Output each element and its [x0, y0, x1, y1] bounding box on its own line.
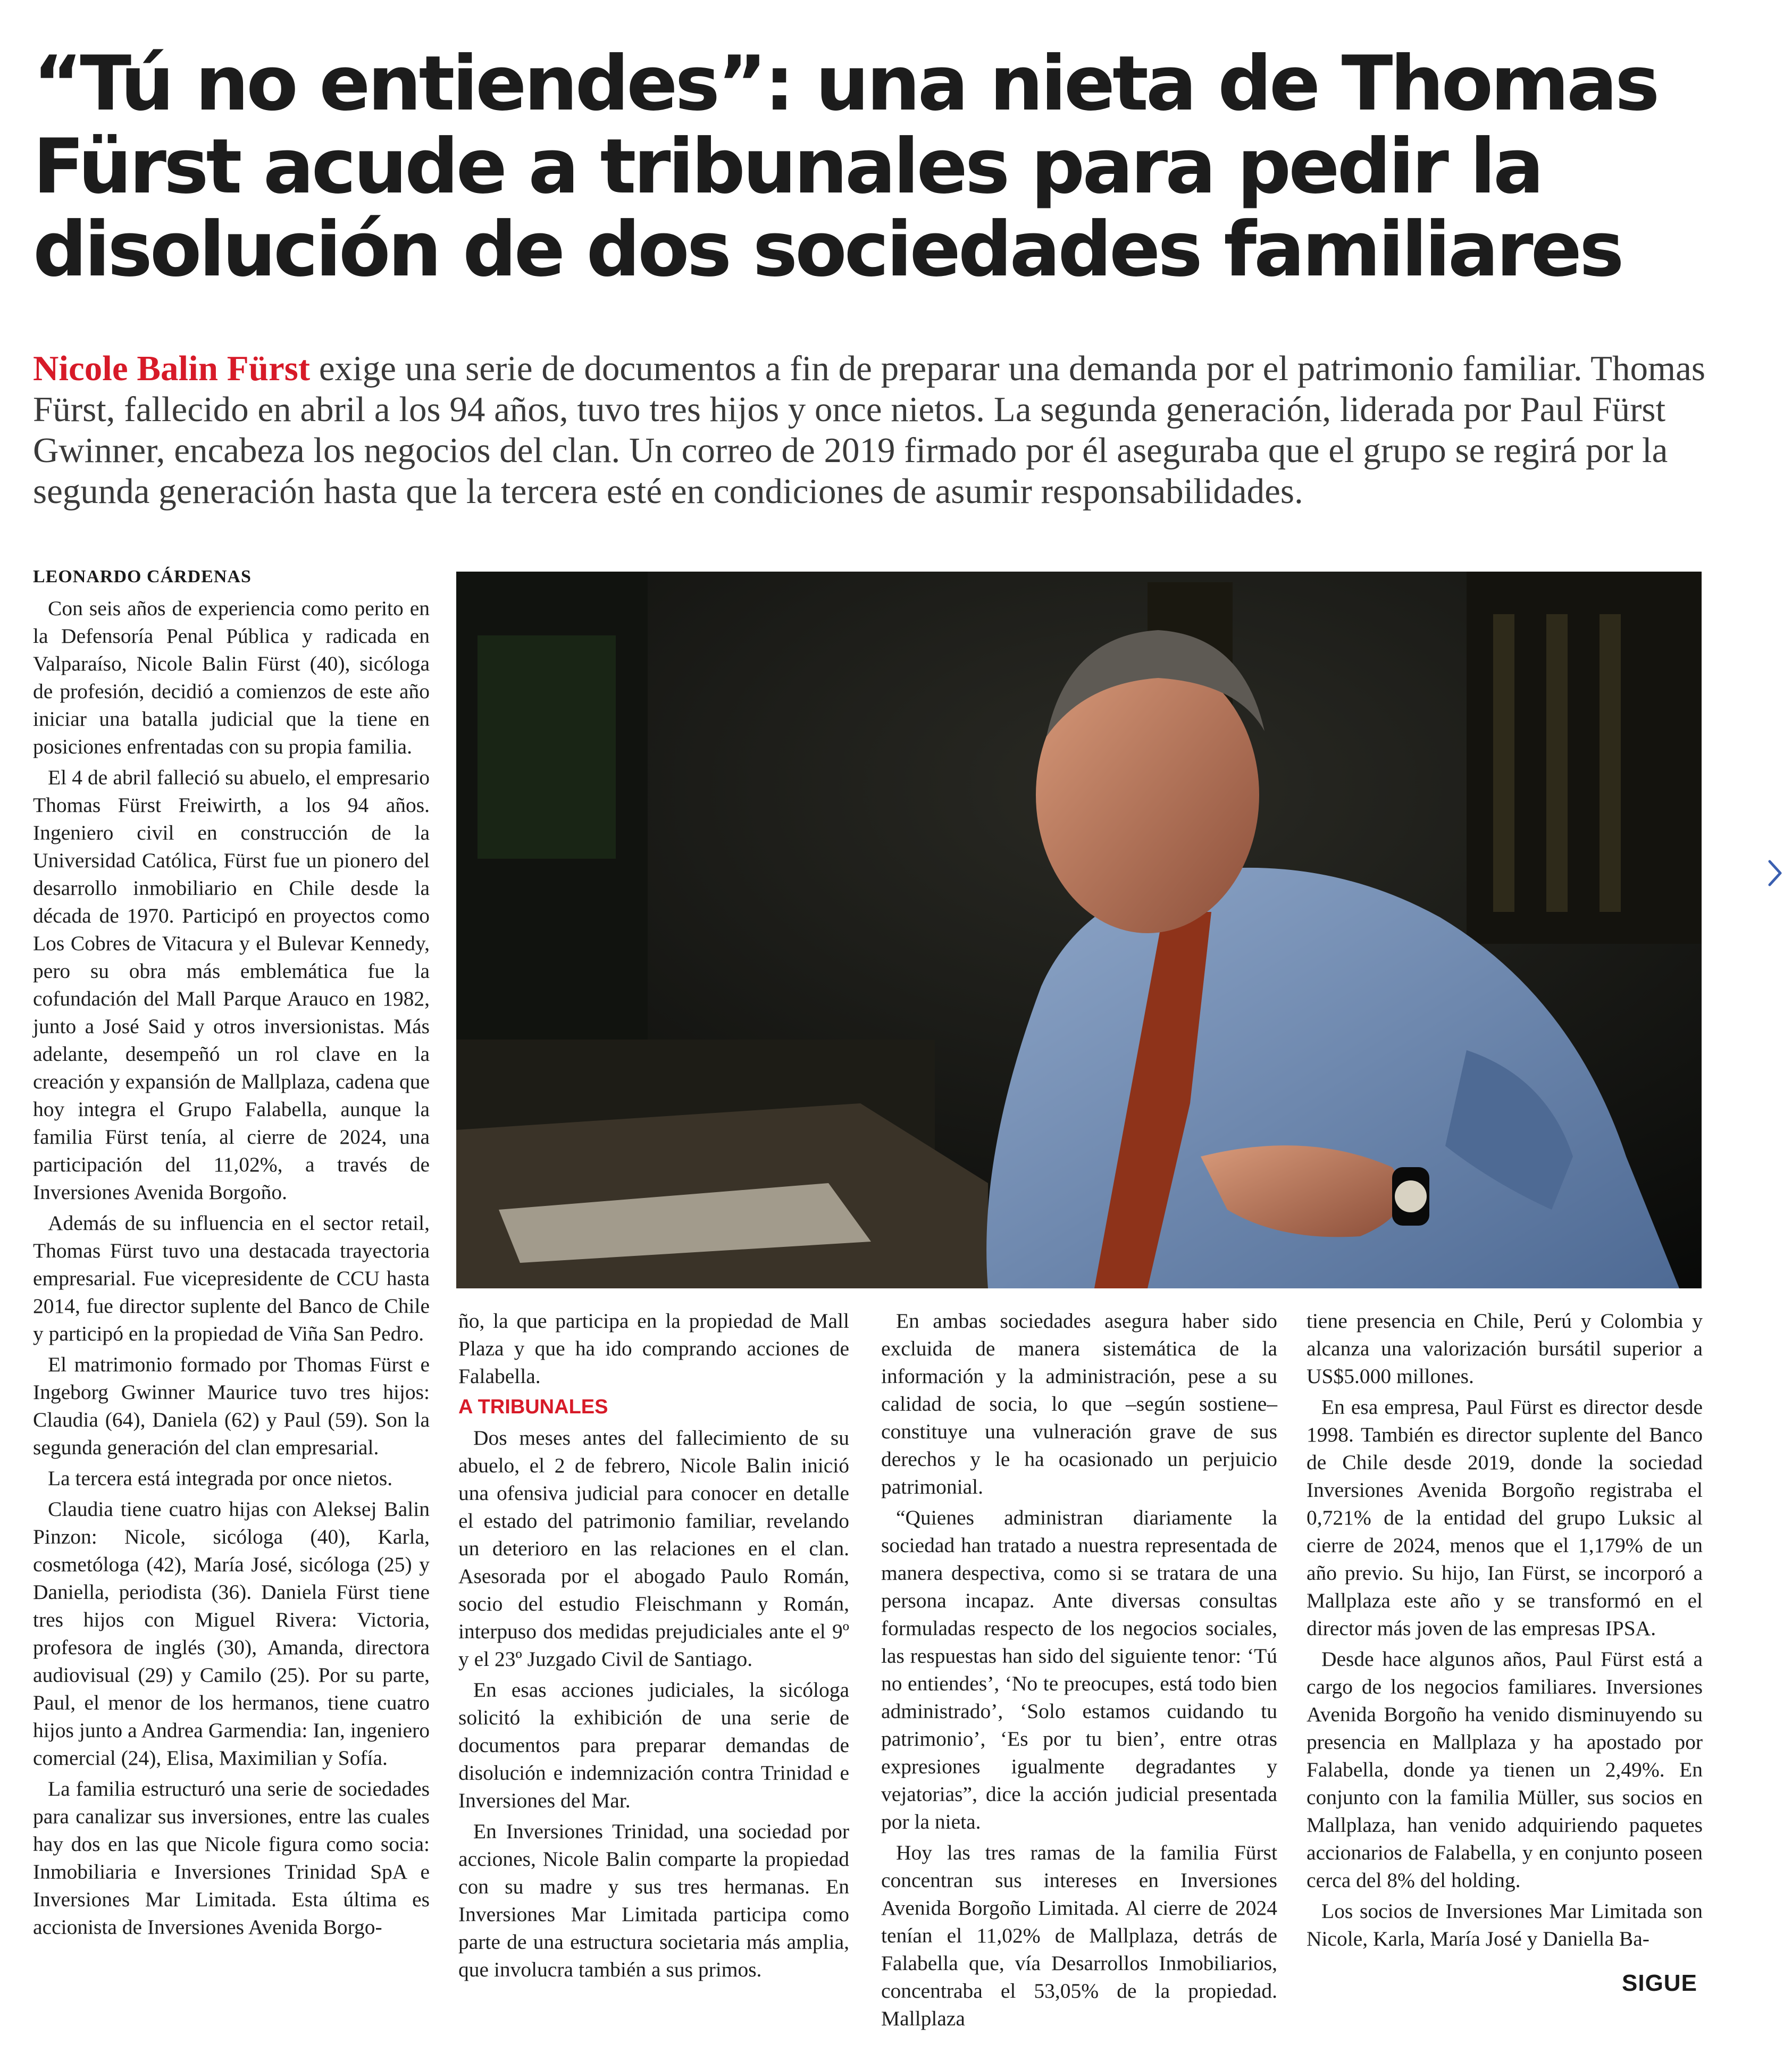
col2-paragraph-2: En esas acciones judiciales, la sicóloga solicitó la exhibición de una serie de documentos para preparar demandas de disolución e indemnización contra Trinidad e Inversiones del Mar.	[458, 1678, 849, 1812]
byline: LEONARDO CÁRDENAS	[33, 567, 252, 586]
col4-paragraph-2: Desde hace algunos años, Paul Fürst está a cargo de los negocios familiares. Inversiones Avenida Borgoño ha venido disminuyendo su presencia en Mallplaza y ha apostado por Falabella, donde ya tienen un 2,49%. En conjunto con la familia Müller, sus socios en Mallplaza, han venido adquiriendo paquetes accionarios de Falabella, y en conjunto poseen cerca del 8% del holding.	[1307, 1647, 1703, 1892]
headline: “Tú no entiendes”: una nieta de Thomas Fürst acude a tribunales para pedir la disolución de dos sociedades familiares	[33, 40, 1657, 294]
col2-paragraph-1: Dos meses antes del fallecimiento de su abuelo, el 2 de febrero, Nicole Balin inició una ofensiva judicial para conocer en detalle el estado del patrimonio familiar, revelando un deterioro en las relaciones en el clan. Asesorada por el abogado Paulo Román, socio del estudio Fleischmann y Román, interpuso dos medidas prejudiciales ante el 9º y el 23º Juzgado Civil de Santiago.	[458, 1426, 849, 1671]
col3-paragraph-2: “Quienes administran diariamente la sociedad han tratado a nuestra representada de manera despectiva, como si se tratara de una persona incapaz. Ante diversas consultas formuladas respecto de los negocios sociales, las respuestas han sido del siguiente tenor: ‘Tú no entiendes’, ‘No te preocupes, está todo bien administrado’, ‘Solo estamos cuidando tu patrimonio’, ‘Es por tu bien’, entre otras expresiones igualmente degradantes y vejatorias”, dice la acción judicial presentada por la nieta.	[881, 1506, 1277, 1833]
portrait-photo	[456, 572, 1702, 1288]
col4-intro: tiene presencia en Chile, Perú y Colombia y alcanza una valorización bursátil superior a US$5.000 millones.	[1307, 1309, 1703, 1388]
col1-paragraph-7: La familia estructuró una serie de sociedades para canalizar sus inversiones, entre las cuales hay dos en las que Nicole figura como socia: Inmobiliaria e Inversiones Trinidad SpA e Inversiones Mar Limitada. Esta última es accionista de Inversiones Avenida Borgo-	[33, 1777, 430, 1939]
col1-paragraph-4: El matrimonio formado por Thomas Fürst e Ingeborg Gwinner Maurice tuvo tres hijos: Claudia (64), Daniela (62) y Paul (59). Son la segunda generación del clan empresarial.	[33, 1353, 430, 1459]
column-4	[1307, 1307, 1703, 1956]
section-subtitle: A TRIBUNALES	[458, 1396, 608, 1418]
article-photo	[456, 572, 1702, 1288]
subhead-name: Nicole Balin Fürst	[33, 349, 311, 388]
col1-paragraph-6: Claudia tiene cuatro hijas con Aleksej Balin Pinzon: Nicole, sicóloga (40), Karla, cosmetóloga (42), María José, sicóloga (25) y Daniella, periodista (36). Daniela Fürst tiene tres hijos con Miguel Rivera: Victoria, profesora de inglés (30), Amanda, directora audiovisual (29) y Camilo (25). Por su parte, Paul, el menor de los hermanos, tiene cuatro hijos junto a Andrea Garmendia: Ian, ingeniero comercial (24), Elisa, Maximilian y Sofía.	[33, 1497, 430, 1770]
chevron-right-icon[interactable]	[1764, 857, 1786, 889]
subhead	[33, 348, 1724, 512]
column-3	[881, 1307, 1277, 2035]
col1-paragraph-5: La tercera está integrada por once nietos.	[48, 1467, 393, 1490]
col1-paragraph-1: Con seis años de experiencia como perito en la Defensoría Penal Pública y radicada en Valparaíso, Nicole Balin Fürst (40), sicóloga de profesión, decidió a comienzos de este año iniciar una batalla judicial que la tiene en posiciones enfrentadas con su propia familia.	[33, 597, 430, 758]
col1-paragraph-2: El 4 de abril falleció su abuelo, el empresario Thomas Fürst Freiwirth, a los 94 años. Ingeniero civil en construcción de la Universidad Católica, Fürst fue un pionero del desarrollo inmobiliario en Chile desde la década de 1970. Participó en proyectos como Los Cobres de Vitacura y el Bulevar Kennedy, pero su obra más emblemática fue la cofundación del Mall Parque Arauco en 1982, junto a José Said y otros inversionistas. Más adelante, desempeñó un rol clave en la creación y expansión de Mallplaza, cadena que hoy integra el Grupo Falabella, aunque la familia Fürst tenía, al cierre de 2024, una participación del 11,02%, a través de Inversiones Avenida Borgoño.	[33, 766, 430, 1204]
col1-paragraph-3: Además de su influencia en el sector retail, Thomas Fürst tuvo una destacada trayectoria empresarial. Fue vicepresidente de CCU hasta 2014, fue director suplente del Banco de Chile y participó en la propiedad de Viña San Pedro.	[33, 1211, 430, 1345]
col2-paragraph-3: En Inversiones Trinidad, una sociedad por acciones, Nicole Balin comparte la propiedad con su madre y sus tres hermanas. En Inversiones Mar Limitada participa como parte de una estructura societaria más amplia, que involucra también a sus primos.	[458, 1820, 849, 1981]
col3-paragraph-3: Hoy las tres ramas de la familia Fürst concentran sus intereses en Inversiones Avenida Borgoño Limitada. Al cierre de 2024 tenían el 11,02% de Mallplaza, detrás de Falabella que, vía Desarrollos Inmobiliarios, concentraba el 53,05% de la propiedad. Mallplaza	[881, 1841, 1277, 2030]
continued-label: SIGUE	[1622, 1970, 1697, 1996]
col3-paragraph-1: En ambas sociedades asegura haber sido excluida de manera sistemática de la información y la administración, pese a su calidad de socia, lo que –según sostiene– constituye una vulneración grave de sus derechos y le ha ocasionado un perjuicio patrimonial.	[881, 1309, 1277, 1498]
col4-paragraph-3: Los socios de Inversiones Mar Limitada son Nicole, Karla, María José y Daniella Ba-	[1307, 1899, 1703, 1950]
col4-paragraph-1: En esa empresa, Paul Fürst es director desde 1998. También es director suplente del Banco de Chile desde 2019, donde la sociedad Inversiones Avenida Borgoño registraba el 0,721% de la entidad del grupo Luksic al cierre de 2024, menos que el 1,179% de un año previo. Su hijo, Ian Fürst, se incorporó a Mallplaza este año y se transformó en el director más joven de las empresas IPSA.	[1307, 1395, 1703, 1640]
col2-intro: ño, la que participa en la propiedad de Mall Plaza y que ha ido comprando acciones de Falabella.	[458, 1309, 849, 1388]
subhead-text: exige una serie de documentos a fin de preparar una demanda por el patrimonio familiar. Thomas Fürst, fallecido en abril a los 94 años, tuvo tres hijos y once nietos. La segunda generación, liderada por Paul Fürst Gwinner, encabeza los negocios del clan. Un correo de 2019 firmado por él aseguraba que el grupo se regirá por la segunda generación hasta que la tercera esté en condiciones de asumir responsabilidades.	[33, 349, 1705, 511]
column-1	[33, 594, 430, 1944]
column-2	[458, 1307, 849, 1987]
